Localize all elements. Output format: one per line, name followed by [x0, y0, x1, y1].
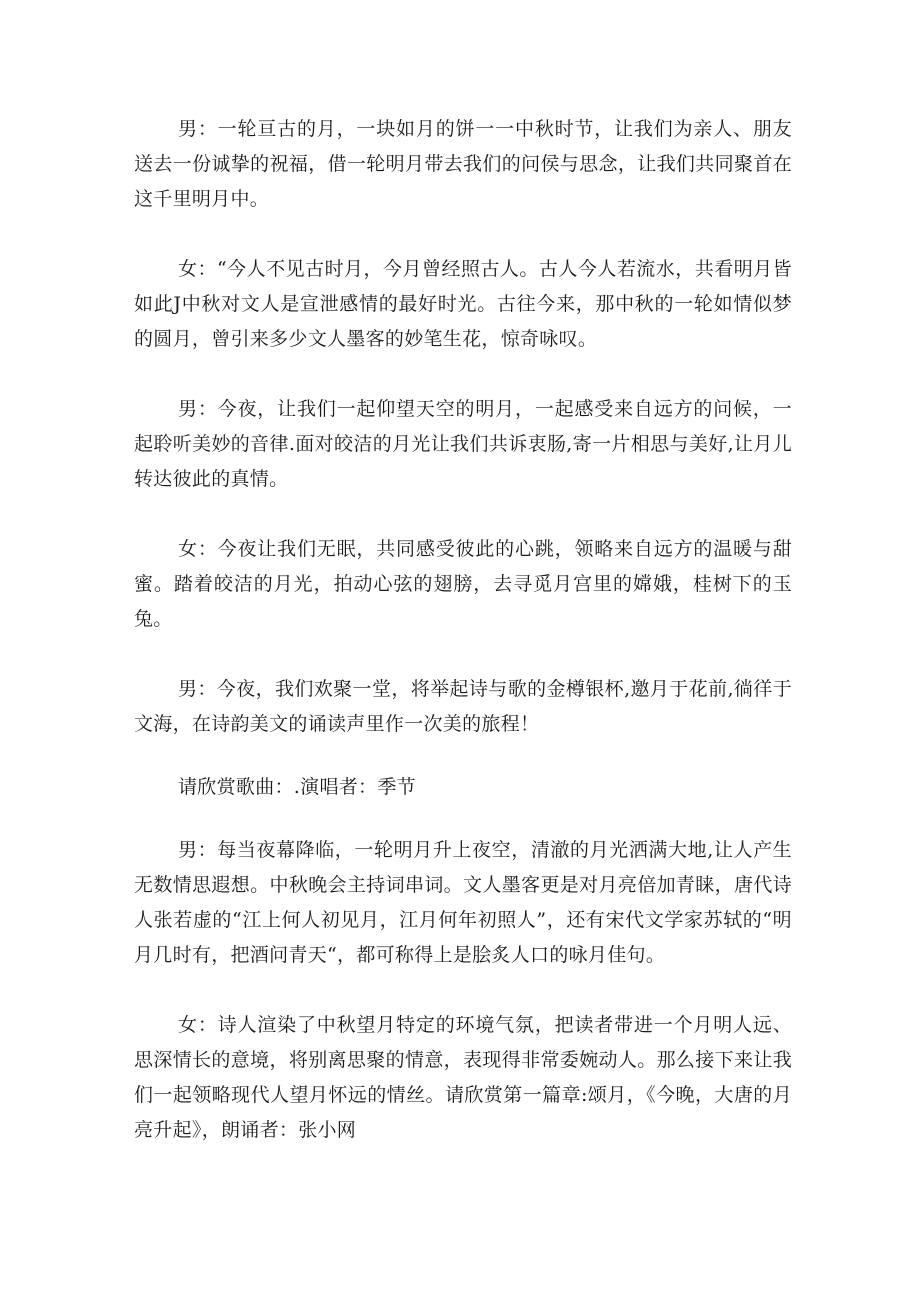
- document-body: [134, 112, 792, 1148]
- paragraph-spacer: [134, 217, 792, 252]
- paragraph-spacer: [134, 637, 792, 672]
- paragraph-spacer: [134, 357, 792, 392]
- paragraph-spacer: [134, 742, 792, 770]
- paragraph-male-tonight: 男：今夜，让我们一起仰望天空的明月，一起感受来自远方的问候，一起聆听美妙的音律.面对皎洁的月光让我们共诉衷肠,寄一片相思与美好,让月儿转达彼此的真情。: [134, 398, 792, 490]
- paragraph-male-gathering: 男：今夜，我们欢聚一堂，将举起诗与歌的金樽银杯,邀月于花前,徜徉于文海，在诗韵美文的诵读声里作一次美的旅程！: [134, 678, 792, 735]
- paragraph-song-intro: 请欣赏歌曲：.演唱者：季节: [178, 776, 416, 798]
- paragraph-male-night: 男：每当夜幕降临，一轮明月升上夜空，清澈的月光洒满大地,让人产生无数情思遐想。中秋晚会主持词串词。文人墨客更是对月亮倍加青睐，唐代诗人张若虚的“江上何人初见月，江月何年初照人”，还有宋代文学家苏轼的“明月几时有，把酒问青天“，都可称得上是脍炙人口的咏月佳句。: [134, 839, 792, 966]
- paragraph-female-tonight: 女：今夜让我们无眠，共同感受彼此的心跳，领略来自远方的温暖与甜蜜。踏着皎洁的月光，拍动心弦的翅膀，去寻觅月宫里的嫦娥，桂树下的玉兔。: [134, 538, 792, 630]
- paragraph-female-poet: 女：诗人渲染了中秋望月特定的环境气氛，把读者带进一个月明人远、思深情长的意境，将别离思聚的情意，表现得非常委婉动人。那么接下来让我们一起领略现代人望月怀远的情丝。请欣赏第一篇章:颂月，《今晚，大唐的月亮升起》，朗诵者：张小网: [134, 1014, 792, 1141]
- paragraph-male-opening: 男：一轮亘古的月，一块如月的饼一一中秋时节，让我们为亲人、朋友送去一份诚挚的祝福，借一轮明月带去我们的问侯与思念，让我们共同聚首在这千里明月中。: [134, 118, 792, 210]
- paragraph-spacer: [134, 497, 792, 532]
- paragraph-female-poem: 女：“今人不见古时月，今月曾经照古人。古人今人若流水，共看明月皆如此J中秋对文人是宣泄感情的最好时光。古往今来，那中秋的一轮如情似梦的圆月，曾引来多少文人墨客的妙笔生花，惊奇咏叹。: [134, 258, 792, 350]
- paragraph-spacer: [134, 973, 792, 1008]
- paragraph-spacer: [134, 805, 792, 833]
